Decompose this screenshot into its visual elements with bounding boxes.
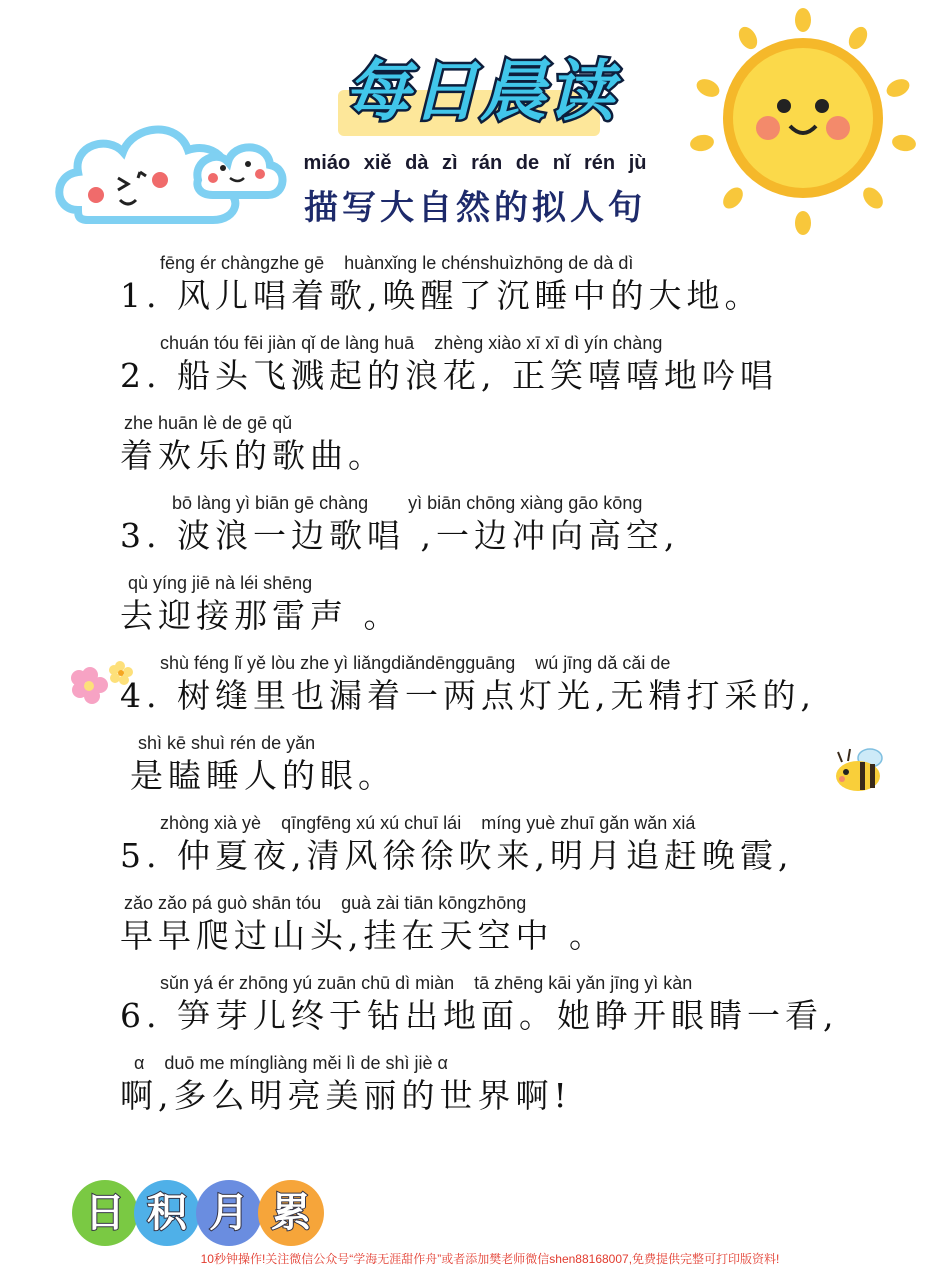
sentence-4-pinyin-2: shì kē shuì rén de yǎn — [138, 733, 316, 753]
badge-char-2: 积 — [134, 1180, 200, 1246]
bee-icon — [830, 742, 894, 798]
badge-char-4: 累 — [258, 1180, 324, 1246]
sentence-5-pinyin-2: zǎo zǎo pá guò shān tóu guà zài tiān kōngzhōng — [124, 893, 527, 913]
footer-notice: 10秒钟操作!关注微信公众号“学海无涯甜作舟”或者添加樊老师微信shen88168007,免费提供完整可打印版资料! — [200, 1252, 780, 1266]
sentence-6-text-2: 啊,多么明亮美丽的世界啊! — [120, 1076, 572, 1115]
sentence-2-pinyin-1: chuán tóu fēi jiàn qǐ de làng huā zhèng xiào xī xī dì yín chàng — [160, 333, 663, 353]
subtitle-pinyin: miáo xiě dà zì rán de nǐ rén jù — [303, 152, 647, 174]
cloud-icon — [48, 100, 288, 240]
sentence-3-text-2: 去迎接那雷声 。 — [120, 596, 402, 635]
sentence-6-pinyin-2: α duō me míngliàng měi lì de shì jiè α — [134, 1053, 448, 1073]
sentence-6-text-1: 6. 笋芽儿终于钻出地面。她睁开眼睛一看, — [120, 996, 839, 1035]
sentence-3-pinyin-2: qù yíng jiē nà léi shēng — [128, 573, 313, 593]
sentence-1-pinyin: fēng ér chàngzhe gē huànxǐng le chénshuìzhōng de dà dì — [160, 253, 634, 273]
badge-char-1: 日 — [72, 1180, 138, 1246]
daily-accumulation-badge — [72, 1180, 332, 1250]
sentence-4-pinyin-1: shù féng lǐ yě lòu zhe yì liǎngdiǎndēngguāng wú jīng dǎ cǎi de — [160, 653, 671, 673]
sentence-5-text-1: 5. 仲夏夜,清风徐徐吹来,明月追赶晚霞, — [120, 836, 794, 875]
sentence-4-text-1: 4. 树缝里也漏着一两点灯光,无精打采的, — [120, 676, 816, 715]
sentence-5-text-2: 早早爬过山头,挂在天空中 。 — [120, 916, 607, 955]
sentence-6-pinyin-1: sǔn yá ér zhōng yú zuān chū dì miàn tā zhēng kāi yǎn jīng yì kàn — [160, 973, 693, 993]
sentence-1-text: 1. 风儿唱着歌,唤醒了沉睡中的大地。 — [120, 276, 763, 315]
sentence-2-text-1: 2. 船头飞溅起的浪花, 正笑嘻嘻地吟唱 — [120, 356, 778, 395]
title-block — [330, 50, 630, 140]
page-title: 每日晨读 — [344, 53, 616, 130]
page-subtitle: 描写大自然的拟人句 — [304, 188, 646, 228]
sentence-2-text-2: 着欢乐的歌曲。 — [120, 436, 386, 475]
sentence-4-text-2: 是瞌睡人的眼。 — [130, 756, 396, 795]
sun-icon — [688, 8, 918, 238]
badge-char-3: 月 — [196, 1180, 262, 1246]
sentence-3-pinyin-1: bō làng yì biān gē chàng yì biān chōng xiàng gāo kōng — [172, 493, 643, 513]
sentence-3-text-1: 3. 波浪一边歌唱 ,一边冲向高空, — [120, 516, 680, 555]
sentence-5-pinyin-1: zhòng xià yè qīngfēng xú xú chuī lái míng yuè zhuī gǎn wǎn xiá — [160, 813, 696, 833]
sentence-2-pinyin-2: zhe huān lè de gē qǔ — [124, 413, 293, 433]
